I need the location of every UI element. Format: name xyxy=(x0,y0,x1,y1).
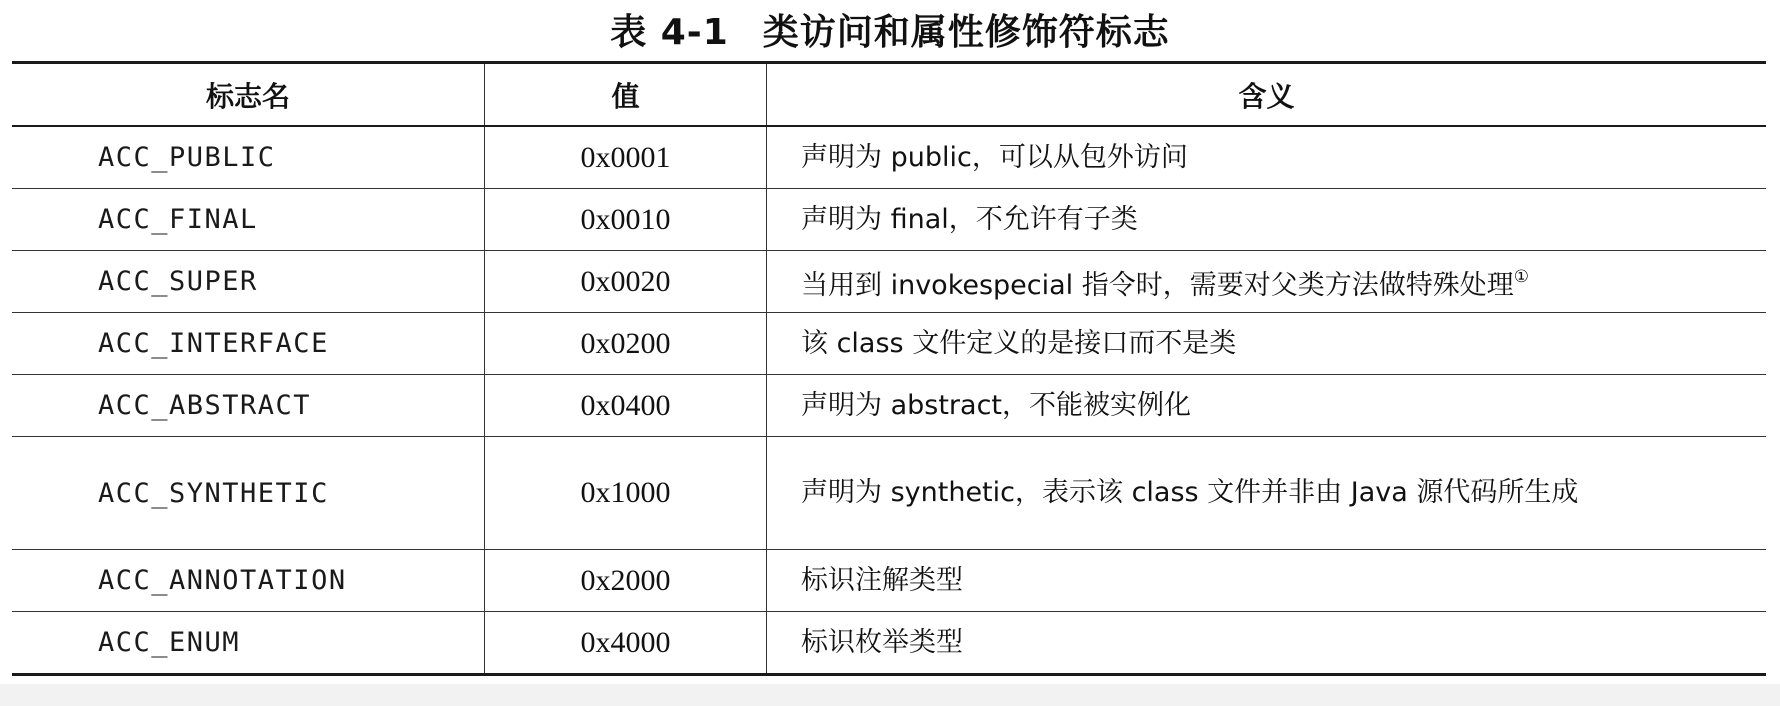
flag-name-cell: ACC_SUPER xyxy=(12,251,485,313)
flag-name-cell: ACC_PUBLIC xyxy=(12,126,485,189)
table-row xyxy=(12,313,1766,375)
flag-value-cell: 0x0001 xyxy=(485,126,767,189)
flag-meaning-cell: 声明为 final，不允许有子类 xyxy=(767,189,1767,251)
table-title: 类访问和属性修饰符标志 xyxy=(762,12,1170,53)
header-flag-name: 标志名 xyxy=(12,63,485,127)
flag-meaning-cell: 声明为 synthetic，表示该 class 文件并非由 Java 源代码所生成 xyxy=(767,437,1767,550)
flag-value-cell: 0x0400 xyxy=(485,375,767,437)
table-row xyxy=(12,189,1766,251)
flag-name-cell: ACC_ENUM xyxy=(12,612,485,675)
flag-value-cell: 0x4000 xyxy=(485,612,767,675)
flag-value-cell: 0x0200 xyxy=(485,313,767,375)
footnote-marker: ① xyxy=(1513,267,1530,287)
table-row xyxy=(12,437,1766,550)
header-meaning: 含义 xyxy=(767,63,1767,127)
flag-name-cell: ACC_INTERFACE xyxy=(12,313,485,375)
flag-meaning-cell xyxy=(767,251,1767,313)
table-caption xyxy=(0,4,1780,55)
table-row xyxy=(12,126,1766,189)
flag-value-cell: 0x0020 xyxy=(485,251,767,313)
flag-name-cell: ACC_FINAL xyxy=(12,189,485,251)
flag-name-cell: ACC_SYNTHETIC xyxy=(12,437,485,550)
flag-meaning-cell: 该 class 文件定义的是接口而不是类 xyxy=(767,313,1767,375)
table-row xyxy=(12,550,1766,612)
flag-meaning-cell: 声明为 abstract，不能被实例化 xyxy=(767,375,1767,437)
flag-meaning-cell: 声明为 public，可以从包外访问 xyxy=(767,126,1767,189)
flag-name-cell: ACC_ANNOTATION xyxy=(12,550,485,612)
header-value: 值 xyxy=(485,63,767,127)
table-number: 表 4-1 xyxy=(610,12,729,53)
access-flags-table xyxy=(12,61,1766,676)
flag-meaning-text: 当用到 invokespecial 指令时，需要对父类方法做特殊处理 xyxy=(801,270,1514,301)
flag-value-cell: 0x1000 xyxy=(485,437,767,550)
flag-name-cell: ACC_ABSTRACT xyxy=(12,375,485,437)
table-row xyxy=(12,251,1766,313)
flag-meaning-cell: 标识枚举类型 xyxy=(801,626,963,658)
flag-value-cell: 0x0010 xyxy=(485,189,767,251)
flag-value-cell: 0x2000 xyxy=(485,550,767,612)
table-row xyxy=(12,375,1766,437)
table-header-row xyxy=(12,63,1766,127)
table-row xyxy=(12,612,1766,675)
flag-meaning-cell: 标识注解类型 xyxy=(767,550,1767,612)
